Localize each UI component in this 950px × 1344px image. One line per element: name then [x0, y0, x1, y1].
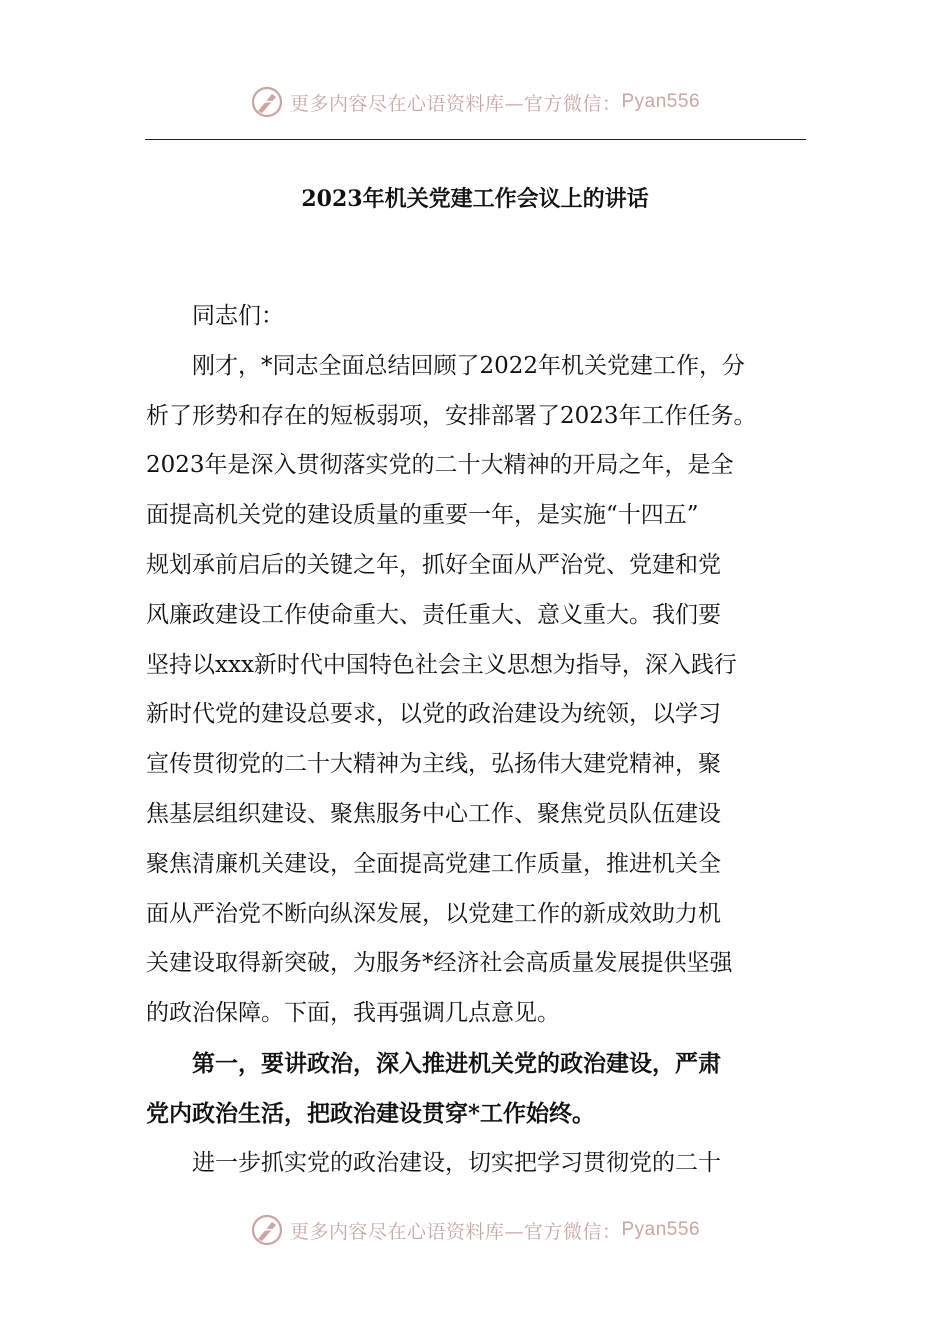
watermark-header: [0, 82, 950, 122]
document-title: 2023年机关党建工作会议上的讲话: [301, 186, 649, 212]
paragraph-line: 面提高机关党的建设质量的重要一年，是实施“十四五”: [146, 502, 699, 529]
paragraph-line: 坚持以xxx新时代中国特色社会主义思想为指导，深入践行: [146, 651, 737, 678]
pen-logo-icon: [250, 85, 284, 119]
watermark-text: 更多内容尽在心语资料库—官方微信：: [289, 92, 622, 115]
watermark-id: Pyan556: [621, 1219, 701, 1240]
watermark-footer: [0, 1210, 950, 1250]
heading-line: 第一，要讲政治，深入推进机关党的政治建设，严肃: [192, 1049, 721, 1077]
paragraph-line: 的政治保障。下面，我再强调几点意见。: [146, 1000, 560, 1027]
paragraph-line: 2023年是深入贯彻落实党的二十大精神的开局之年，是全: [146, 452, 734, 479]
pen-logo-icon: [250, 1213, 284, 1247]
paragraph-1: [146, 342, 806, 1039]
paragraph-line: 风廉政建设工作使命重大、责任重大、意义重大。我们要: [146, 601, 721, 628]
heading-line: 党内政治生活，把政治建设贯穿*工作始终。: [146, 1099, 596, 1127]
paragraph-line: 关建设取得新突破，为服务*经济社会高质量发展提供坚强: [146, 950, 733, 977]
paragraph-2: [146, 1139, 806, 1189]
watermark-id: Pyan556: [621, 91, 701, 112]
paragraph-line: 刚才，*同志全面总结回顾了2022年机关党建工作，分: [192, 352, 746, 379]
section-heading-1: [146, 1039, 806, 1139]
paragraph-line: 宣传贯彻党的二十大精神为主线，弘扬伟大建党精神，聚: [146, 751, 721, 778]
paragraph-line: 进一步抓实党的政治建设，切实把学习贯彻党的二十: [192, 1149, 721, 1176]
document-body: [146, 292, 806, 1188]
paragraph-line: 析了形势和存在的短板弱项，安排部署了2023年工作任务。: [146, 402, 757, 429]
salutation-text: 同志们：: [192, 303, 284, 329]
paragraph-line: 面从严治党不断向纵深发展，以党建工作的新成效助力机: [146, 900, 721, 927]
paragraph-line: 焦基层组织建设、聚焦服务中心工作、聚焦党员队伍建设: [146, 800, 721, 827]
header-rule: [145, 139, 806, 140]
watermark-text: 更多内容尽在心语资料库—官方微信：: [289, 1220, 622, 1243]
paragraph-line: 规划承前启后的关键之年，抓好全面从严治党、党建和党: [146, 551, 721, 578]
paragraph-line: 聚焦清廉机关建设，全面提高党建工作质量，推进机关全: [146, 850, 721, 877]
paragraph-line: 新时代党的建设总要求，以党的政治建设为统领，以学习: [146, 701, 721, 728]
salutation: [146, 292, 806, 342]
